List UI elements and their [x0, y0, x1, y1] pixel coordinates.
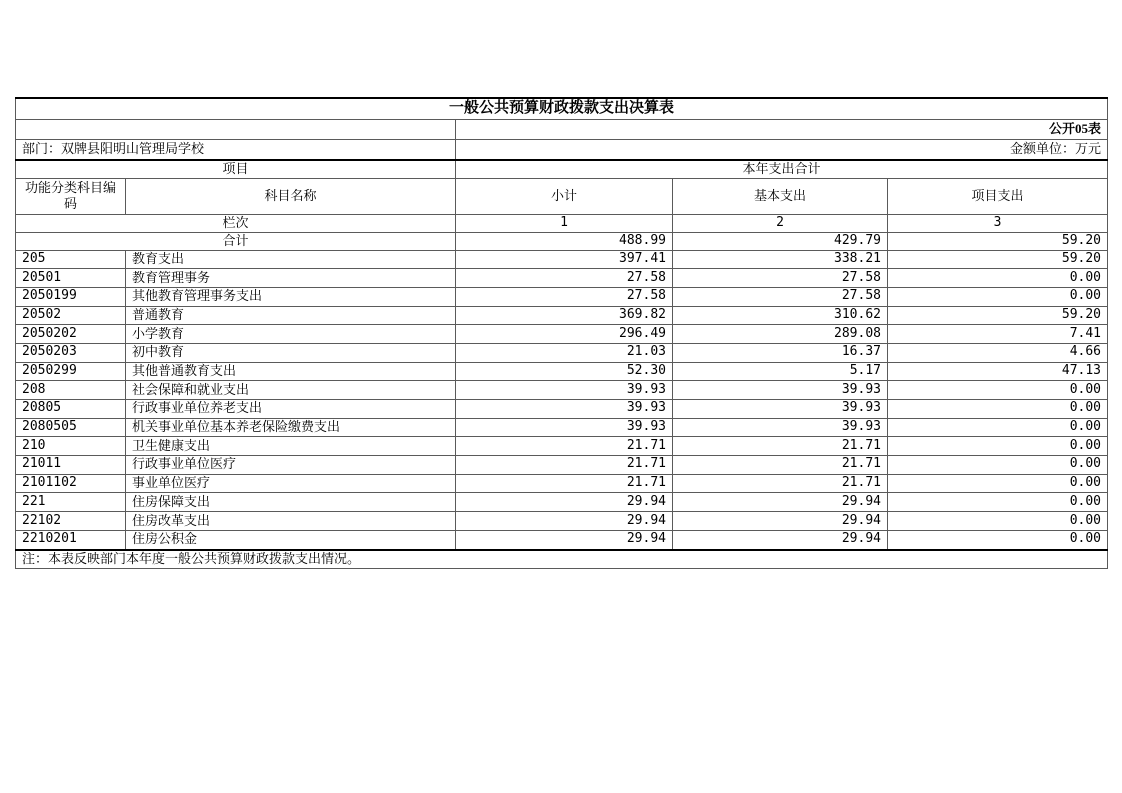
table-row [16, 325, 1108, 344]
basic-cell: 39.93 [673, 381, 888, 400]
project-cell: 4.66 [888, 343, 1108, 362]
lanci-label: 栏次 [16, 214, 456, 232]
header-name-col: 科目名称 [126, 179, 456, 215]
header-project-col: 项目支出 [888, 179, 1108, 215]
project-cell: 0.00 [888, 381, 1108, 400]
header-project-group: 项目 [16, 160, 456, 179]
table-row [16, 381, 1108, 400]
basic-cell: 29.94 [673, 493, 888, 512]
subtotal-cell: 21.03 [456, 343, 673, 362]
page-title: 一般公共预算财政拨款支出决算表 [16, 98, 1108, 120]
project-cell: 47.13 [888, 362, 1108, 381]
basic-cell: 21.71 [673, 437, 888, 456]
table-row [16, 250, 1108, 269]
code-cell: 2050199 [16, 287, 126, 306]
unit-label: 金额单位：万元 [456, 140, 1108, 161]
table-row [16, 474, 1108, 493]
name-cell: 事业单位医疗 [126, 474, 456, 493]
name-cell: 其他教育管理事务支出 [126, 287, 456, 306]
subtotal-cell: 52.30 [456, 362, 673, 381]
table-row [16, 493, 1108, 512]
subtotal-cell: 29.94 [456, 493, 673, 512]
total-label: 合计 [16, 232, 456, 250]
table-row [16, 530, 1108, 549]
table-row [16, 306, 1108, 325]
subtotal-cell: 397.41 [456, 250, 673, 269]
project-cell: 0.00 [888, 474, 1108, 493]
table-row [16, 343, 1108, 362]
basic-cell: 39.93 [673, 418, 888, 437]
header-basic-col: 基本支出 [673, 179, 888, 215]
column-number-1: 1 [456, 214, 673, 232]
subtotal-cell: 27.58 [456, 269, 673, 288]
total-basic-value: 429.79 [673, 232, 888, 250]
subtotal-cell: 27.58 [456, 287, 673, 306]
basic-cell: 21.71 [673, 456, 888, 475]
code-cell: 21011 [16, 456, 126, 475]
project-cell: 0.00 [888, 287, 1108, 306]
subtotal-cell: 29.94 [456, 512, 673, 531]
header-columns-row [16, 179, 1108, 215]
table-row [16, 437, 1108, 456]
table-row [16, 400, 1108, 419]
code-cell: 2050299 [16, 362, 126, 381]
table-row [16, 456, 1108, 475]
subtotal-cell: 39.93 [456, 381, 673, 400]
project-cell: 0.00 [888, 493, 1108, 512]
header-group-row [16, 160, 1108, 179]
header-code-col: 功能分类科目编码 [16, 179, 126, 215]
name-cell: 住房保障支出 [126, 493, 456, 512]
basic-cell: 29.94 [673, 512, 888, 531]
footnote: 注：本表反映部门本年度一般公共预算财政拨款支出情况。 [16, 550, 1108, 569]
basic-cell: 39.93 [673, 400, 888, 419]
basic-cell: 21.71 [673, 474, 888, 493]
basic-cell: 27.58 [673, 287, 888, 306]
basic-cell: 289.08 [673, 325, 888, 344]
subtotal-cell: 29.94 [456, 530, 673, 549]
subtotal-cell: 39.93 [456, 400, 673, 419]
project-cell: 0.00 [888, 400, 1108, 419]
project-cell: 0.00 [888, 512, 1108, 531]
code-cell: 208 [16, 381, 126, 400]
code-cell: 210 [16, 437, 126, 456]
department-row [16, 140, 1108, 161]
spacer-cell [16, 120, 456, 140]
table-row [16, 269, 1108, 288]
project-cell: 0.00 [888, 456, 1108, 475]
title-row [16, 98, 1108, 120]
name-cell: 其他普通教育支出 [126, 362, 456, 381]
code-cell: 20501 [16, 269, 126, 288]
total-row [16, 232, 1108, 250]
project-cell: 59.20 [888, 250, 1108, 269]
code-cell: 20805 [16, 400, 126, 419]
name-cell: 住房公积金 [126, 530, 456, 549]
table-code-row [16, 120, 1108, 140]
project-cell: 0.00 [888, 437, 1108, 456]
subtotal-cell: 296.49 [456, 325, 673, 344]
name-cell: 普通教育 [126, 306, 456, 325]
name-cell: 教育管理事务 [126, 269, 456, 288]
budget-expenditure-table [15, 97, 1108, 569]
name-cell: 初中教育 [126, 343, 456, 362]
name-cell: 教育支出 [126, 250, 456, 269]
header-total-group: 本年支出合计 [456, 160, 1108, 179]
code-cell: 205 [16, 250, 126, 269]
name-cell: 小学教育 [126, 325, 456, 344]
table-row [16, 362, 1108, 381]
subtotal-cell: 21.71 [456, 456, 673, 475]
project-cell: 0.00 [888, 418, 1108, 437]
subtotal-cell: 39.93 [456, 418, 673, 437]
code-cell: 20502 [16, 306, 126, 325]
project-cell: 7.41 [888, 325, 1108, 344]
column-number-2: 2 [673, 214, 888, 232]
total-project-value: 59.20 [888, 232, 1108, 250]
code-cell: 2080505 [16, 418, 126, 437]
name-cell: 行政事业单位医疗 [126, 456, 456, 475]
basic-cell: 338.21 [673, 250, 888, 269]
note-row [16, 550, 1108, 569]
code-cell: 2050203 [16, 343, 126, 362]
project-cell: 59.20 [888, 306, 1108, 325]
name-cell: 行政事业单位养老支出 [126, 400, 456, 419]
basic-cell: 5.17 [673, 362, 888, 381]
subtotal-cell: 369.82 [456, 306, 673, 325]
name-cell: 机关事业单位基本养老保险缴费支出 [126, 418, 456, 437]
total-subtotal-value: 488.99 [456, 232, 673, 250]
name-cell: 住房改革支出 [126, 512, 456, 531]
code-cell: 221 [16, 493, 126, 512]
header-subtotal-col: 小计 [456, 179, 673, 215]
code-cell: 2050202 [16, 325, 126, 344]
department-label: 部门：双牌县阳明山管理局学校 [16, 140, 456, 161]
basic-cell: 16.37 [673, 343, 888, 362]
project-cell: 0.00 [888, 530, 1108, 549]
table-row [16, 418, 1108, 437]
code-cell: 2101102 [16, 474, 126, 493]
column-number-row [16, 214, 1108, 232]
subtotal-cell: 21.71 [456, 474, 673, 493]
table-row [16, 287, 1108, 306]
basic-cell: 27.58 [673, 269, 888, 288]
name-cell: 社会保障和就业支出 [126, 381, 456, 400]
basic-cell: 29.94 [673, 530, 888, 549]
table-row [16, 512, 1108, 531]
table-code-label: 公开05表 [456, 120, 1108, 140]
project-cell: 0.00 [888, 269, 1108, 288]
code-cell: 22102 [16, 512, 126, 531]
name-cell: 卫生健康支出 [126, 437, 456, 456]
code-cell: 2210201 [16, 530, 126, 549]
column-number-3: 3 [888, 214, 1108, 232]
basic-cell: 310.62 [673, 306, 888, 325]
subtotal-cell: 21.71 [456, 437, 673, 456]
